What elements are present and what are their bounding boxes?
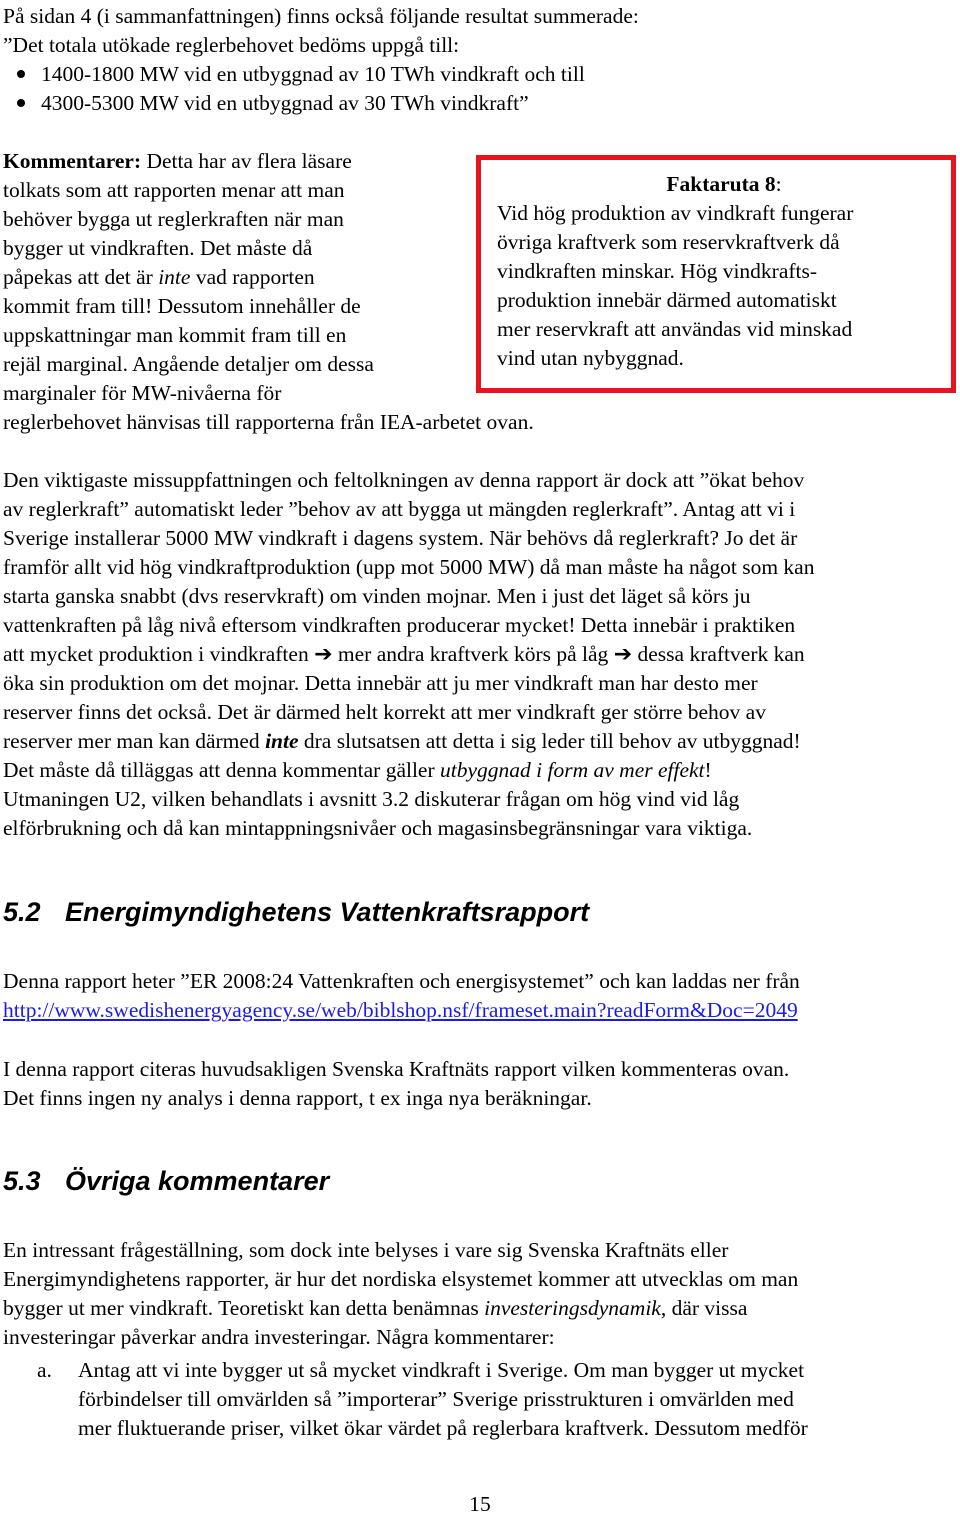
paragraph-text: Det måste då tilläggas att denna kommentar gäller	[3, 758, 441, 782]
fact-box-line: Vid hög produktion av vindkraft fungerar	[497, 201, 854, 225]
comment-line: marginaler för MW-nivåerna för	[3, 381, 282, 405]
section-heading	[3, 1167, 329, 1196]
paragraph-line: Den viktigaste missuppfattningen och feltolkningen av denna rapport är dock att ”ökat behov	[3, 468, 805, 492]
section-number: 5.2	[3, 897, 41, 927]
paragraph-text: , där vissa	[660, 1296, 748, 1320]
intro-line-1: På sidan 4 (i sammanfattningen) finns också följande resultat summerade:	[3, 4, 639, 28]
paragraph-line: Sverige installerar 5000 MW vindkraft i dagens system. När behövs då reglerkraft? Jo det är	[3, 526, 798, 550]
paragraph-text: mer andra kraftverk körs på låg	[332, 642, 614, 666]
list-item-line: mer fluktuerande priser, vilket ökar värdet på reglerbara kraftverk. Dessutom medför	[78, 1416, 808, 1440]
bullet-icon	[17, 70, 25, 78]
section-heading	[3, 898, 589, 927]
comment-line: uppskattningar man kommit fram till en	[3, 323, 347, 347]
paragraph-line: En intressant frågeställning, som dock inte belyses i vare sig Svenska Kraftnäts eller	[3, 1238, 729, 1262]
bullet-text: 1400-1800 MW vid en utbyggnad av 10 TWh vindkraft och till	[41, 62, 585, 86]
comment-text: Detta har av flera läsare	[141, 149, 352, 173]
section-title: Övriga kommentarer	[65, 1166, 330, 1196]
comment-line: kommit fram till! Dessutom innehåller de	[3, 294, 361, 318]
paragraph-text: dra slutsatsen att detta i sig leder till behov av utbyggnad!	[298, 729, 801, 753]
paragraph-line: öka sin produktion om det mojnar. Detta innebär att ju mer vindkraft man har desto mer	[3, 671, 758, 695]
paragraph-line: vattenkraften på låg nivå eftersom vindkraften producerar mycket! Detta innebär i praktiken	[3, 613, 796, 637]
comment-emphasis: inte	[158, 265, 191, 289]
fact-box-title-colon: :	[775, 172, 782, 196]
comment-line: rejäl marginal. Angående detaljer om dessa	[3, 352, 374, 376]
paragraph-line: Energimyndighetens rapporter, är hur det nordiska elsystemet kommer att utvecklas om man	[3, 1267, 799, 1291]
paragraph-emphasis: investeringsdynamik	[484, 1296, 661, 1320]
paragraph-text: att mycket produktion i vindkraften	[3, 642, 315, 666]
right-arrow-icon: ➔	[613, 642, 633, 667]
bullet-icon	[17, 99, 25, 107]
paragraph-line	[3, 640, 805, 669]
comment-line: reglerbehovet hänvisas till rapporterna från IEA-arbetet ovan.	[3, 410, 534, 434]
fact-box-line: mer reservkraft att användas vid minskad	[497, 317, 853, 341]
page-number: 15	[469, 1492, 491, 1516]
report-link[interactable]: http://www.swedishenergyagency.se/web/biblshop.nsf/frameset.main?readForm&Doc=2049	[3, 998, 798, 1022]
bullet-text: 4300-5300 MW vid en utbyggnad av 30 TWh vindkraft”	[41, 91, 529, 115]
list-marker: a.	[37, 1358, 52, 1382]
paragraph-line: Det finns ingen ny analys i denna rapport, t ex inga nya beräkningar.	[3, 1086, 592, 1110]
bullet-item	[41, 60, 585, 89]
fact-box-line: vind utan nybyggnad.	[497, 346, 684, 370]
paragraph-text: dessa kraftverk kan	[632, 642, 805, 666]
fact-box-line: vindkraften minskar. Hög vindkrafts-	[497, 259, 818, 283]
paragraph-line: Denna rapport heter ”ER 2008:24 Vattenkraften och energisystemet” och kan laddas ner från	[3, 969, 800, 993]
paragraph-line	[3, 756, 712, 785]
paragraph-text: !	[704, 758, 712, 782]
comment-text: påpekas att det är	[3, 265, 159, 289]
paragraph-line: av reglerkraft” automatiskt leder ”behov av att bygga ut mängden reglerkraft”. Antag att vi i	[3, 497, 796, 521]
bullet-item	[41, 89, 529, 118]
paragraph-line: starta ganska snabbt (dvs reservkraft) om vinden mojnar. Men i just det läget så körs ju	[3, 584, 751, 608]
right-arrow-icon: ➔	[314, 642, 333, 667]
paragraph-line: Utmaningen U2, vilken behandlats i avsnitt 3.2 diskuterar frågan om hög vind vid låg	[3, 787, 740, 811]
paragraph-line: elförbrukning och då kan mintappningsnivåer och magasinsbegränsningar vara viktiga.	[3, 816, 753, 840]
paragraph-line: investeringar påverkar andra investeringar. Några kommentarer:	[3, 1325, 555, 1349]
paragraph-line: framför allt vid hög vindkraftproduktion (upp mot 5000 MW) då man måste ha något som kan	[3, 555, 815, 579]
paragraph-line	[3, 996, 798, 1025]
paragraph-line: reserver finns det också. Det är därmed helt korrekt att mer vindkraft ger större behov av	[3, 700, 766, 724]
list-item-line: förbindelser till omvärlden så ”importerar” Sverige prisstrukturen i omvärlden med	[78, 1387, 794, 1411]
comment-line: behöver bygga ut reglerkraften när man	[3, 207, 344, 231]
section-number: 5.3	[3, 1166, 41, 1196]
comment-line: tolkats som att rapporten menar att man	[3, 178, 345, 202]
fact-box	[476, 155, 956, 393]
fact-box-title-text: Faktaruta 8	[666, 172, 776, 196]
fact-box-line: övriga kraftverk som reservkraftverk då	[497, 230, 840, 254]
comment-label: Kommentarer:	[3, 149, 142, 173]
paragraph-text: reserver mer man kan därmed	[3, 729, 266, 753]
paragraph-text: bygger ut mer vindkraft. Teoretiskt kan detta benämnas	[3, 1296, 485, 1320]
paragraph-emphasis: inte	[265, 729, 299, 753]
comment-line: bygger ut vindkraften. Det måste då	[3, 236, 313, 260]
fact-box-line: produktion innebär därmed automatiskt	[497, 288, 837, 312]
comment-line	[3, 147, 352, 176]
section-title: Energimyndighetens Vattenkraftsrapport	[65, 897, 590, 927]
comment-line	[3, 263, 315, 292]
intro-line-2: ”Det totala utökade reglerbehovet bedöms uppgå till:	[3, 33, 460, 57]
comment-text: vad rapporten	[190, 265, 315, 289]
paragraph-line	[3, 1294, 747, 1323]
list-item-line: Antag att vi inte bygger ut så mycket vindkraft i Sverige. Om man bygger ut mycket	[78, 1358, 805, 1382]
paragraph-emphasis: utbyggnad i form av mer effekt	[440, 758, 705, 782]
fact-box-title	[497, 170, 951, 199]
paragraph-line: I denna rapport citeras huvudsakligen Svenska Kraftnäts rapport vilken kommenteras ovan.	[3, 1057, 790, 1081]
paragraph-line	[3, 727, 801, 756]
